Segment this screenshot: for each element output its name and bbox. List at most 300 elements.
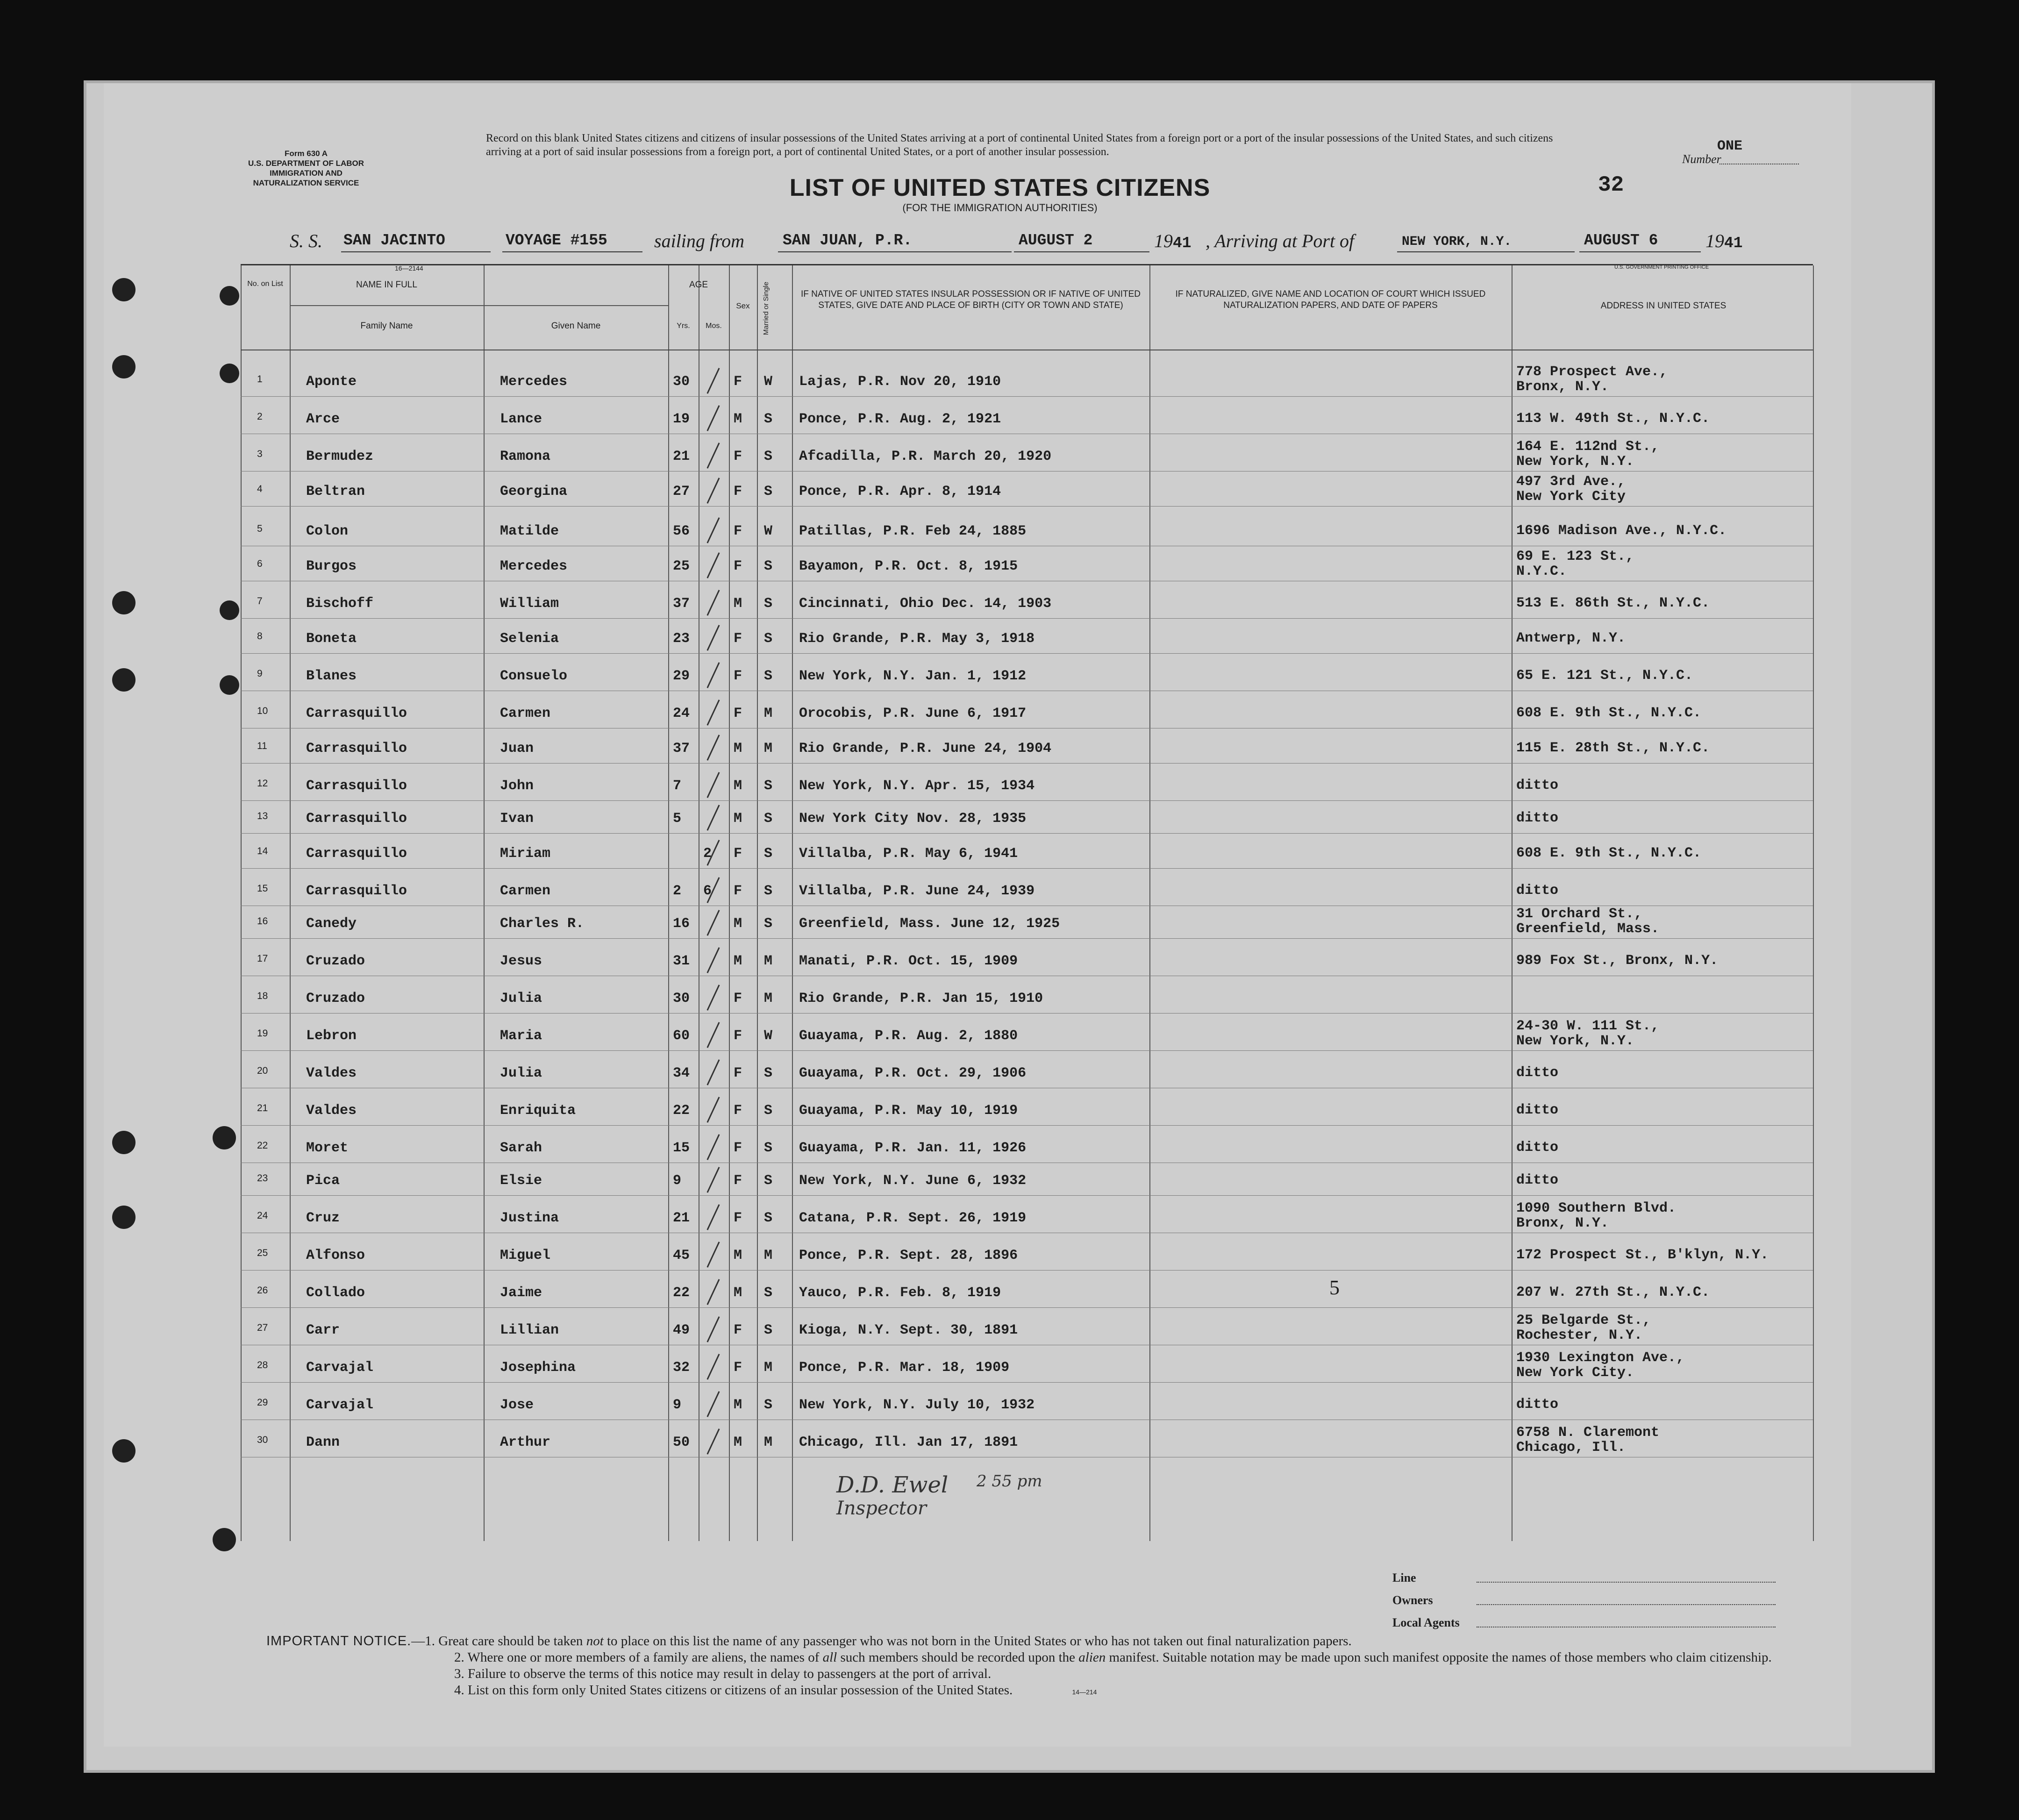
address-line-1: ditto — [1516, 1172, 1559, 1188]
given-name: Ramona — [500, 449, 551, 464]
notice-item-4 — [266, 1682, 1790, 1700]
address-line-1: 24-30 W. 111 St., — [1516, 1018, 1660, 1034]
marital-status: S — [764, 1065, 773, 1081]
age-years: 2 — [673, 883, 682, 899]
age-months-slash — [706, 405, 720, 431]
age-years: 24 — [673, 706, 690, 721]
family-name: Arce — [306, 411, 340, 427]
table-row — [241, 1019, 1813, 1051]
address-line-1: Antwerp, N.Y. — [1516, 630, 1626, 646]
important-notice — [266, 1633, 1790, 1700]
birth-place-date: New York, N.Y. July 10, 1932 — [799, 1397, 1035, 1413]
birth-place-date: Yauco, P.R. Feb. 8, 1919 — [799, 1285, 1001, 1301]
family-name: Valdes — [306, 1103, 357, 1119]
row-rule — [241, 938, 1813, 939]
age-years: 32 — [673, 1360, 690, 1376]
notice-item-1-emphasis: not — [586, 1634, 604, 1649]
table-row — [241, 364, 1813, 397]
year-1-prefix: 19 — [1154, 230, 1173, 251]
family-name: Lebron — [306, 1028, 357, 1044]
row-number: 24 — [257, 1210, 268, 1221]
address-line-1: 164 E. 112nd St., — [1516, 439, 1660, 455]
punch-hole — [213, 1126, 236, 1149]
marital-status: S — [764, 883, 773, 899]
age-years: 9 — [673, 1173, 682, 1189]
sex: F — [734, 1065, 742, 1081]
sex: F — [734, 1140, 742, 1156]
given-name: Miguel — [500, 1248, 551, 1263]
table-row — [241, 874, 1813, 906]
given-name: Jose — [500, 1397, 534, 1413]
address-line-1: 172 Prospect St., B'klyn, N.Y. — [1516, 1247, 1769, 1263]
row-rule — [241, 800, 1813, 801]
row-number: 23 — [257, 1173, 268, 1184]
marital-status: S — [764, 1103, 773, 1119]
family-name: Carr — [306, 1322, 340, 1338]
birth-place-date: Kioga, N.Y. Sept. 30, 1891 — [799, 1322, 1018, 1338]
age-months-slash — [706, 1167, 720, 1193]
birth-place-date: Cincinnati, Ohio Dec. 14, 1903 — [799, 596, 1052, 612]
number-value: ONE — [1717, 138, 1743, 154]
address-line-2: New York City. — [1516, 1365, 1634, 1381]
marital-status: S — [764, 1322, 773, 1338]
page-number: 32 — [1598, 173, 1624, 197]
birth-place-date: Lajas, P.R. Nov 20, 1910 — [799, 374, 1001, 390]
given-name: John — [500, 778, 534, 794]
row-number: 9 — [257, 668, 263, 679]
birth-place-date: Greenfield, Mass. June 12, 1925 — [799, 916, 1060, 932]
age-years: 21 — [673, 1210, 690, 1226]
marital-status: W — [764, 523, 773, 539]
row-number: 10 — [257, 706, 268, 716]
punch-hole — [220, 286, 239, 306]
marital-status: M — [764, 953, 773, 969]
family-name: Carrasquillo — [306, 778, 407, 794]
family-name: Bischoff — [306, 596, 374, 612]
table-row — [241, 514, 1813, 547]
family-name: Collado — [306, 1285, 365, 1301]
year-1-suffix: 41 — [1173, 235, 1191, 252]
table-row — [241, 1425, 1813, 1458]
family-name: Cruzado — [306, 991, 365, 1006]
header-no-on-list: No. on List — [247, 280, 283, 288]
age-months-slash — [706, 552, 720, 578]
birth-place-date: Ponce, P.R. Mar. 18, 1909 — [799, 1360, 1010, 1376]
given-name: Juan — [500, 741, 534, 757]
given-name: Mercedes — [500, 374, 568, 390]
marital-status: M — [764, 1435, 773, 1450]
age-months-slash — [706, 662, 720, 688]
sex: F — [734, 374, 742, 390]
age-years: 22 — [673, 1103, 690, 1119]
address-line-1: 1090 Southern Blvd. — [1516, 1200, 1677, 1216]
sex: M — [734, 953, 742, 969]
row-number: 20 — [257, 1065, 268, 1076]
owners-label: Owners — [1392, 1593, 1433, 1607]
given-name: Julia — [500, 991, 542, 1006]
notice-item-2 — [266, 1649, 1790, 1666]
table-row — [241, 1313, 1813, 1346]
table-row — [241, 1350, 1813, 1383]
age-months-slash — [706, 1316, 720, 1342]
marital-status: S — [764, 631, 773, 647]
age-months-slash — [706, 805, 720, 831]
table-row — [241, 769, 1813, 801]
print-code-right: U.S. GOVERNMENT PRINTING OFFICE — [1614, 264, 1709, 270]
age-months-slash — [706, 517, 720, 543]
marital-status: S — [764, 1397, 773, 1413]
row-number: 12 — [257, 778, 268, 789]
sex: F — [734, 484, 742, 500]
table-row — [241, 944, 1813, 977]
given-name: Sarah — [500, 1140, 542, 1156]
address-line-1: 513 E. 86th St., N.Y.C. — [1516, 595, 1710, 611]
notice-item-2-text-a: 2. Where one or more members of a family are aliens, the names of — [454, 1650, 823, 1665]
birth-place-date: Ponce, P.R. Aug. 2, 1921 — [799, 411, 1001, 427]
sex: M — [734, 916, 742, 932]
row-number: 22 — [257, 1140, 268, 1151]
family-name: Aponte — [306, 374, 357, 390]
age-months-slash — [706, 478, 720, 504]
family-name: Boneta — [306, 631, 357, 647]
row-number: 26 — [257, 1285, 268, 1296]
notice-item-4-text: 4. List on this form only United States citizens or citizens of an insular possession of the United States. — [454, 1683, 1013, 1698]
marital-status: S — [764, 1173, 773, 1189]
row-number: 4 — [257, 484, 263, 494]
sex: M — [734, 811, 742, 827]
address-line-1: ditto — [1516, 1397, 1559, 1413]
address-line-1: 1930 Lexington Ave., — [1516, 1350, 1685, 1366]
form-id-block — [229, 149, 383, 188]
line-label: Line — [1392, 1571, 1416, 1584]
row-number: 25 — [257, 1248, 268, 1258]
age-months-slash — [706, 625, 720, 651]
notice-item-2-emphasis-a: all — [822, 1650, 837, 1665]
given-name: Georgina — [500, 484, 568, 500]
age-months-slash — [706, 590, 720, 616]
notice-label: IMPORTANT NOTICE. — [266, 1634, 412, 1649]
birth-place-date: Guayama, P.R. Jan. 11, 1926 — [799, 1140, 1027, 1156]
row-rule — [241, 833, 1813, 834]
punch-hole — [112, 1131, 136, 1154]
birth-place-date: Rio Grande, P.R. May 3, 1918 — [799, 631, 1035, 647]
row-number: 8 — [257, 631, 263, 642]
sex: M — [734, 1285, 742, 1301]
row-rule — [241, 1125, 1813, 1126]
family-name: Moret — [306, 1140, 349, 1156]
row-rule — [241, 1307, 1813, 1308]
family-name: Colon — [306, 523, 349, 539]
row-rule — [241, 1195, 1813, 1196]
address-line-1: 25 Belgarde St., — [1516, 1313, 1651, 1328]
arrive-date: AUGUST 6 — [1584, 232, 1658, 249]
given-name: Charles R. — [500, 916, 585, 932]
punch-hole — [112, 1439, 136, 1463]
age-years: 31 — [673, 953, 690, 969]
given-name: Consuelo — [500, 668, 568, 684]
year-2-prefix: 19 — [1705, 230, 1724, 251]
given-name: Carmen — [500, 883, 551, 899]
age-years: 29 — [673, 668, 690, 684]
notice-item-2-text-c: manifest. Suitable notation may be made upon such manifest opposite the names of those members who claim citizenship. — [1106, 1650, 1772, 1665]
birth-place-date: Rio Grande, P.R. Jan 15, 1910 — [799, 991, 1043, 1006]
age-months: 2 — [703, 846, 712, 862]
header-given-name: Given Name — [551, 321, 601, 331]
table-row — [241, 439, 1813, 472]
row-number: 14 — [257, 846, 268, 856]
marital-status: M — [764, 1248, 773, 1263]
family-name: Carrasquillo — [306, 846, 407, 862]
given-name: Josephina — [500, 1360, 576, 1376]
family-name: Valdes — [306, 1065, 357, 1081]
age-months-slash — [706, 1097, 720, 1123]
row-number: 15 — [257, 883, 268, 894]
table-row — [241, 586, 1813, 619]
page-subtitle: (FOR THE IMMIGRATION AUTHORITIES) — [902, 202, 1098, 214]
given-name: Julia — [500, 1065, 542, 1081]
row-number: 18 — [257, 991, 268, 1001]
family-name: Carvajal — [306, 1360, 374, 1376]
birth-place-date: Villalba, P.R. June 24, 1939 — [799, 883, 1035, 899]
age-years: 22 — [673, 1285, 690, 1301]
address-line-2: Bronx, N.Y. — [1516, 1215, 1609, 1231]
intro-text: Record on this blank United States citizens and citizens of insular possessions of the United States arriving at a port of continental United States from a foreign port or a port of the insular possessions of the United States, and such citizens arriving at a port of said insular possessions from a foreign port, a port of continental United States, or a port of another insular possession. — [486, 132, 1553, 158]
table-row — [241, 836, 1813, 869]
punch-hole — [220, 675, 239, 695]
sex: F — [734, 449, 742, 464]
age-years: 5 — [673, 811, 682, 827]
birth-place-date: Patillas, P.R. Feb 24, 1885 — [799, 523, 1027, 539]
birth-place-date: Rio Grande, P.R. June 24, 1904 — [799, 741, 1052, 757]
year-1 — [1154, 230, 1191, 252]
table-row — [241, 549, 1813, 582]
age-years: 30 — [673, 374, 690, 390]
table-row — [241, 474, 1813, 507]
table-row — [241, 621, 1813, 654]
address-line-2: New York, N.Y. — [1516, 1033, 1634, 1049]
marital-status: S — [764, 916, 773, 932]
family-name: Cruzado — [306, 953, 365, 969]
sex: F — [734, 1322, 742, 1338]
birth-place-date: Chicago, Ill. Jan 17, 1891 — [799, 1435, 1018, 1450]
sex: F — [734, 558, 742, 574]
given-name: Miriam — [500, 846, 551, 862]
arriving-label: , Arriving at Port of — [1206, 230, 1355, 251]
row-number: 5 — [257, 523, 263, 534]
age-years: 25 — [673, 558, 690, 574]
given-name: William — [500, 596, 559, 612]
sex: M — [734, 778, 742, 794]
row-number: 7 — [257, 596, 263, 607]
notice-item-2-emphasis-b: alien — [1078, 1650, 1106, 1665]
row-number: 1 — [257, 374, 263, 385]
row-rule — [241, 618, 1813, 619]
header-naturalized: IF NATURALIZED, GIVE NAME AND LOCATION OF COURT WHICH ISSUED NATURALIZATION PAPERS, AND DATE OF PAPERS — [1175, 289, 1486, 310]
marital-status: S — [764, 778, 773, 794]
sex: F — [734, 706, 742, 721]
birth-place-date: New York, N.Y. June 6, 1932 — [799, 1173, 1027, 1189]
notice-item-3: 3. Failure to observe the terms of this notice may result in delay to passengers at the port of arrival. — [454, 1666, 992, 1681]
age-months-slash — [706, 772, 720, 798]
punch-hole — [220, 364, 239, 383]
given-name: Ivan — [500, 811, 534, 827]
marital-status: S — [764, 1285, 773, 1301]
to-port: NEW YORK, N.Y. — [1402, 235, 1512, 249]
signature-time: 2 55 pm — [977, 1472, 1042, 1491]
marital-status: S — [764, 811, 773, 827]
voyage-line — [290, 229, 1832, 257]
birth-place-date: Manati, P.R. Oct. 15, 1909 — [799, 953, 1018, 969]
punch-hole — [220, 600, 239, 620]
marital-status: S — [764, 411, 773, 427]
age-months-slash — [706, 1204, 720, 1230]
table-row — [241, 1131, 1813, 1163]
line-field — [1477, 1582, 1776, 1583]
family-name: Pica — [306, 1173, 340, 1189]
family-name: Carrasquillo — [306, 883, 407, 899]
year-2 — [1705, 230, 1743, 252]
family-name: Canedy — [306, 916, 357, 932]
print-code-bottom: 14—214 — [1072, 1688, 1097, 1696]
given-name: Lance — [500, 411, 542, 427]
age-months-slash — [706, 443, 720, 469]
birth-place-date: Ponce, P.R. Apr. 8, 1914 — [799, 484, 1001, 500]
age-years: 45 — [673, 1248, 690, 1263]
age-months-slash — [706, 368, 720, 394]
sex: F — [734, 523, 742, 539]
birth-place-date: Guayama, P.R. Aug. 2, 1880 — [799, 1028, 1018, 1044]
marital-status: M — [764, 741, 773, 757]
sex: F — [734, 1103, 742, 1119]
notice-item-1 — [266, 1633, 1790, 1649]
age-years: 37 — [673, 596, 690, 612]
address-line-1: 69 E. 123 St., — [1516, 549, 1634, 564]
family-name: Beltran — [306, 484, 365, 500]
row-rule — [241, 868, 1813, 869]
depart-date: AUGUST 2 — [1019, 232, 1093, 249]
inspector-title: Inspector — [836, 1498, 927, 1519]
marital-status: W — [764, 374, 773, 390]
table-row — [241, 1056, 1813, 1089]
punch-hole — [112, 668, 136, 692]
row-number: 2 — [257, 411, 263, 422]
age-months-slash — [706, 947, 720, 973]
marital-status: S — [764, 596, 773, 612]
age-years: 15 — [673, 1140, 690, 1156]
age-months: 6 — [703, 883, 712, 899]
given-name: Arthur — [500, 1435, 551, 1450]
ship-name: SAN JACINTO — [343, 232, 445, 249]
table-row — [241, 731, 1813, 764]
notice-item-2-text-b: such members should be recorded upon the — [837, 1650, 1079, 1665]
address-line-1: 608 E. 9th St., N.Y.C. — [1516, 845, 1702, 861]
row-number: 3 — [257, 449, 263, 459]
address-line-2: Rochester, N.Y. — [1516, 1328, 1643, 1343]
birth-place-date: Orocobis, P.R. June 6, 1917 — [799, 706, 1027, 721]
row-rule — [241, 653, 1813, 654]
marital-status: M — [764, 991, 773, 1006]
family-name: Carrasquillo — [306, 811, 407, 827]
family-name: Bermudez — [306, 449, 374, 464]
table-row — [241, 402, 1813, 435]
page-title: LIST OF UNITED STATES CITIZENS — [789, 174, 1211, 201]
given-name: Jaime — [500, 1285, 542, 1301]
row-rule — [241, 396, 1813, 397]
age-years: 19 — [673, 411, 690, 427]
age-months-slash — [706, 1428, 720, 1455]
row-number: 21 — [257, 1103, 268, 1113]
row-rule — [241, 763, 1813, 764]
table-row — [241, 906, 1813, 939]
row-number: 19 — [257, 1028, 268, 1039]
table-row — [241, 1238, 1813, 1271]
sex: F — [734, 1210, 742, 1226]
sex: M — [734, 596, 742, 612]
age-months-slash — [706, 1059, 720, 1085]
table-row — [241, 1201, 1813, 1234]
marital-status: S — [764, 558, 773, 574]
table-row — [241, 1276, 1813, 1308]
header-yrs: Yrs. — [677, 322, 690, 330]
table-row — [241, 1163, 1813, 1196]
row-number: 29 — [257, 1397, 268, 1408]
address-line-1: 608 E. 9th St., N.Y.C. — [1516, 705, 1702, 721]
age-years: 7 — [673, 778, 682, 794]
age-months-slash — [706, 1022, 720, 1048]
address-line-1: 65 E. 121 St., N.Y.C. — [1516, 668, 1693, 684]
age-years: 60 — [673, 1028, 690, 1044]
local-agents-label: Local Agents — [1392, 1616, 1460, 1629]
address-line-1: ditto — [1516, 778, 1559, 793]
address-line-2: Chicago, Ill. — [1516, 1440, 1626, 1456]
marital-status: M — [764, 706, 773, 721]
form-number: Form 630 A — [285, 149, 328, 158]
sex: F — [734, 668, 742, 684]
sex: M — [734, 1397, 742, 1413]
family-name: Alfonso — [306, 1248, 365, 1263]
address-line-1: 778 Prospect Ave., — [1516, 364, 1668, 380]
table-row — [241, 981, 1813, 1014]
family-name: Carrasquillo — [306, 741, 407, 757]
family-name: Carrasquillo — [306, 706, 407, 721]
punch-hole — [112, 1206, 136, 1229]
row-rule — [241, 1050, 1813, 1051]
header-address: ADDRESS IN UNITED STATES — [1600, 301, 1726, 311]
owners-field — [1477, 1604, 1776, 1605]
family-name: Cruz — [306, 1210, 340, 1226]
birth-place-date: Bayamon, P.R. Oct. 8, 1915 — [799, 558, 1018, 574]
notice-item-1-text-a: —1. Great care should be taken — [411, 1634, 586, 1649]
age-years: 49 — [673, 1322, 690, 1338]
address-line-1: 497 3rd Ave., — [1516, 474, 1626, 490]
table-row — [241, 696, 1813, 729]
address-line-1: 1696 Madison Ave., N.Y.C. — [1516, 523, 1727, 539]
header-mos: Mos. — [706, 322, 722, 330]
punch-hole — [112, 355, 136, 378]
birth-place-date: Ponce, P.R. Sept. 28, 1896 — [799, 1248, 1018, 1263]
marital-status: S — [764, 846, 773, 862]
birth-place-date: New York City Nov. 28, 1935 — [799, 811, 1027, 827]
voyage-number: VOYAGE #155 — [506, 232, 607, 249]
marital-status: S — [764, 1140, 773, 1156]
row-rule — [241, 506, 1813, 507]
number-label: Number — [1682, 152, 1721, 166]
given-name: Jesus — [500, 953, 542, 969]
sex: F — [734, 1028, 742, 1044]
row-number: 16 — [257, 916, 268, 927]
address-line-2: Bronx, N.Y. — [1516, 379, 1609, 395]
age-years: 16 — [673, 916, 690, 932]
